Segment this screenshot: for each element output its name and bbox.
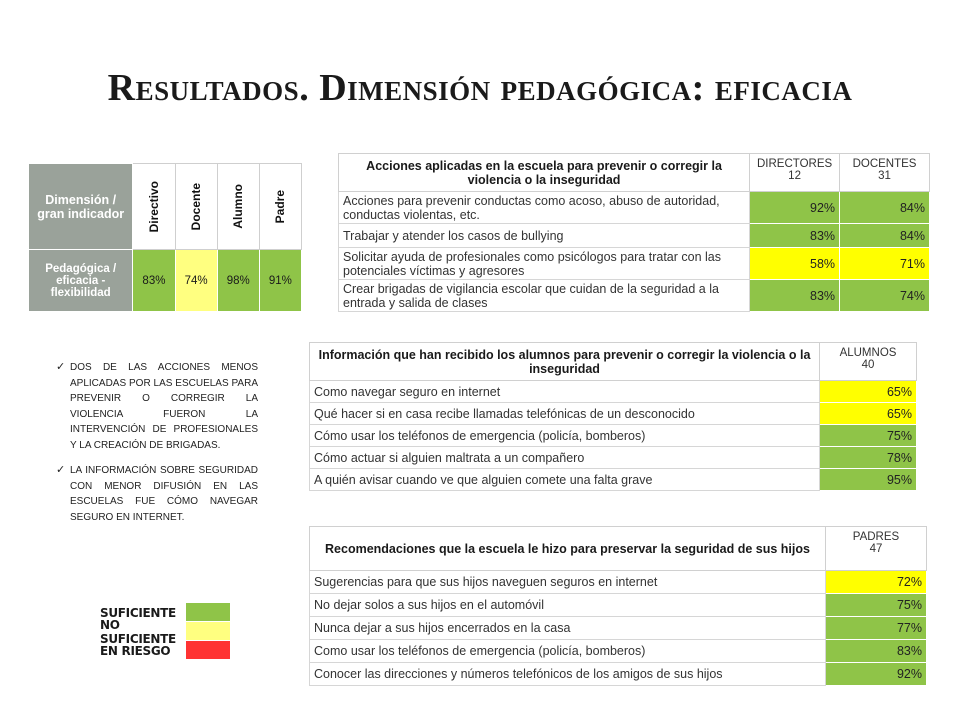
info-col-alumnos: ALUMNOS 40 <box>820 343 917 381</box>
row-value: 58% <box>750 248 840 280</box>
summary-col-directivo: Directivo <box>133 164 175 250</box>
row-value: 72% <box>826 571 927 594</box>
table-row <box>310 447 917 469</box>
info-header: Información que han recibido los alumnos para prevenir o corregir la violencia o la inseguridad <box>310 343 820 381</box>
checkmark-icon: ✓ <box>56 361 66 373</box>
row-label: Solicitar ayuda de profesionales como psicólogos para tratar con las potenciales víctimas y agresores <box>339 248 750 280</box>
row-value: 71% <box>840 248 930 280</box>
summary-table <box>28 163 302 312</box>
table-row <box>339 192 930 224</box>
row-value: 92% <box>750 192 840 224</box>
row-label: Como usar los teléfonos de emergencia (policía, bomberos) <box>310 640 826 663</box>
table-row <box>339 224 930 248</box>
legend-swatch <box>186 641 230 660</box>
row-value: 83% <box>750 224 840 248</box>
row-value: 75% <box>826 594 927 617</box>
row-label: Cómo usar los teléfonos de emergencia (policía, bomberos) <box>310 425 820 447</box>
acciones-col-directores: DIRECTORES 12 <box>750 154 840 192</box>
legend-item: NO SUFICIENTE <box>100 622 230 641</box>
row-value: 75% <box>820 425 917 447</box>
summary-value: 83% <box>133 250 175 312</box>
acciones-header: Acciones aplicadas en la escuela para prevenir o corregir la violencia o la inseguridad <box>339 154 750 192</box>
row-label: Acciones para prevenir conductas como acoso, abuso de autoridad, conductas violentas, etc. <box>339 192 750 224</box>
row-value: 84% <box>840 224 930 248</box>
legend-item: EN RIESGO <box>100 641 230 660</box>
summary-row-label: Pedagógica / eficacia - flexibilidad <box>29 250 133 312</box>
recomendaciones-table <box>309 526 927 686</box>
table-row <box>310 403 917 425</box>
note-item: ✓ DOS DE LAS ACCIONES MENOS APLICADAS POR LAS ESCUELAS PARA PREVENIR O CORREGIR LA VIOLENCIA FUERON LA INTERVENCIÓN DE PROFESIONALES Y LA CREACIÓN DE BRIGADAS. <box>56 361 258 451</box>
row-value: 65% <box>820 403 917 425</box>
row-value: 84% <box>840 192 930 224</box>
summary-row <box>29 250 302 312</box>
row-value: 65% <box>820 381 917 403</box>
notes-list <box>56 360 258 535</box>
row-label: Como navegar seguro en internet <box>310 381 820 403</box>
summary-col-padre: Padre <box>259 164 301 250</box>
table-row <box>310 381 917 403</box>
row-value: 77% <box>826 617 927 640</box>
legend-swatch <box>186 603 230 622</box>
summary-header: Dimensión / gran indicador <box>29 164 133 250</box>
table-row <box>339 248 930 280</box>
acciones-table <box>338 153 930 312</box>
row-label: Nunca dejar a sus hijos encerrados en la casa <box>310 617 826 640</box>
row-label: Qué hacer si en casa recibe llamadas telefónicas de un desconocido <box>310 403 820 425</box>
row-label: Cómo actuar si alguien maltrata a un compañero <box>310 447 820 469</box>
recom-header: Recomendaciones que la escuela le hizo para preservar la seguridad de sus hijos <box>310 527 826 571</box>
row-label: A quién avisar cuando ve que alguien comete una falta grave <box>310 469 820 491</box>
table-row <box>310 425 917 447</box>
info-table <box>309 342 917 491</box>
row-value: 83% <box>750 280 840 312</box>
summary-value: 74% <box>175 250 217 312</box>
table-row <box>310 617 927 640</box>
acciones-col-docentes: DOCENTES 31 <box>840 154 930 192</box>
row-label: Conocer las direcciones y números telefónicos de los amigos de sus hijos <box>310 663 826 686</box>
row-value: 78% <box>820 447 917 469</box>
table-row <box>339 280 930 312</box>
row-label: Trabajar y atender los casos de bullying <box>339 224 750 248</box>
row-label: Crear brigadas de vigilancia escolar que cuidan de la seguridad a la entrada y salida de clases <box>339 280 750 312</box>
legend-swatch <box>186 622 230 641</box>
row-value: 95% <box>820 469 917 491</box>
summary-value: 98% <box>217 250 259 312</box>
summary-col-alumno: Alumno <box>217 164 259 250</box>
recom-col-padres: PADRES 47 <box>826 527 927 571</box>
page-title: Resultados. Dimensión pedagógica: eficacia <box>107 67 853 109</box>
summary-value: 91% <box>259 250 301 312</box>
legend-item: SUFICIENTE <box>100 603 230 622</box>
row-label: No dejar solos a sus hijos en el automóvil <box>310 594 826 617</box>
row-value: 83% <box>826 640 927 663</box>
table-row <box>310 640 927 663</box>
row-label: Sugerencias para que sus hijos naveguen seguros en internet <box>310 571 826 594</box>
table-row <box>310 594 927 617</box>
note-item: ✓ LA INFORMACIÓN SOBRE SEGURIDAD CON MENOR DIFUSIÓN EN LAS ESCUELAS FUE CÓMO NAVEGAR SEGURO EN INTERNET. <box>56 464 258 523</box>
checkmark-icon: ✓ <box>56 464 66 476</box>
table-row <box>310 663 927 686</box>
table-row <box>310 469 917 491</box>
row-value: 74% <box>840 280 930 312</box>
row-value: 92% <box>826 663 927 686</box>
table-row <box>310 571 927 594</box>
summary-col-docente: Docente <box>175 164 217 250</box>
legend <box>100 603 230 660</box>
